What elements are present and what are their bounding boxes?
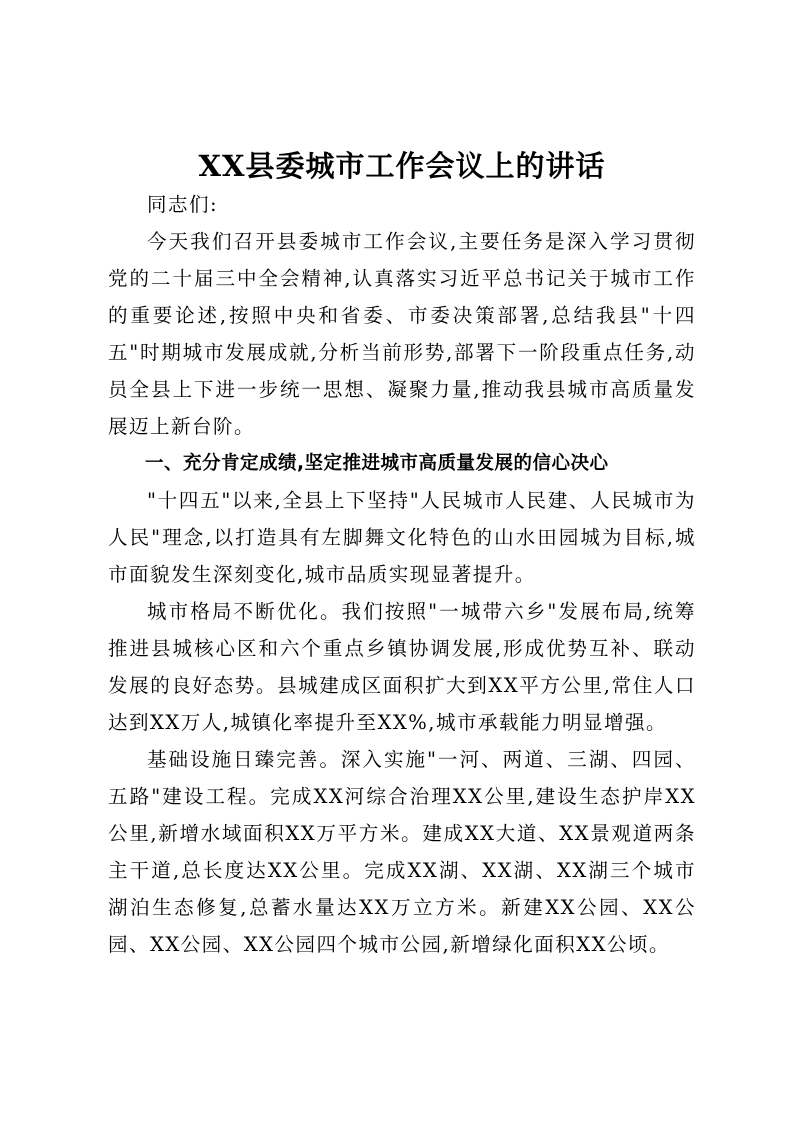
document-page <box>108 0 696 1122</box>
section-paragraph: 基础设施日臻完善。深入实施"一河、两道、三湖、四园、五路"建设工程。完成XX河综合治理XX公里,建设生态护岸XX公里,新增水域面积XX万平方米。建成XX大道、XX景观道两条主干道,总长度达XX公里。完成XX湖、XX湖、XX湖三个城市湖泊生态修复,总蓄水量达XX万立方米。新建XX公园、XX公园、XX公园、XX公园四个城市公园,新增绿化面积XX公顷。 <box>108 748 696 956</box>
document-body <box>108 186 696 963</box>
document-title: XX县委城市工作会议上的讲话 <box>198 149 606 183</box>
section-paragraph: "十四五"以来,全县上下坚持"人民城市人民建、人民城市为人民"理念,以打造具有左脚舞文化特色的山水田园城为目标,城市面貌发生深刻变化,城市品质实现显著提升。 <box>108 489 696 586</box>
section-paragraph: 城市格局不断优化。我们按照"一城带六乡"发展布局,统筹推进县城核心区和六个重点乡镇协调发展,形成优势互补、联动发展的良好态势。县城建成区面积扩大到XX平方公里,常住人口达到XX万人,城镇化率提升至XX%,城市承载能力明显增强。 <box>108 600 696 734</box>
section-heading: 一、充分肯定成绩,坚定推进城市高质量发展的信心决心 <box>145 453 609 474</box>
intro-paragraph: 今天我们召开县委城市工作会议,主要任务是深入学习贯彻党的二十届三中全会精神,认真落实习近平总书记关于城市工作的重要论述,按照中央和省委、市委决策部署,总结我县"十四五"时期城市发展成就,分析当前形势,部署下一阶段重点任务,动员全县上下进一步统一思想、凝聚力量,推动我县城市高质量发展迈上新台阶。 <box>108 230 696 438</box>
salutation: 同志们: <box>147 193 219 216</box>
